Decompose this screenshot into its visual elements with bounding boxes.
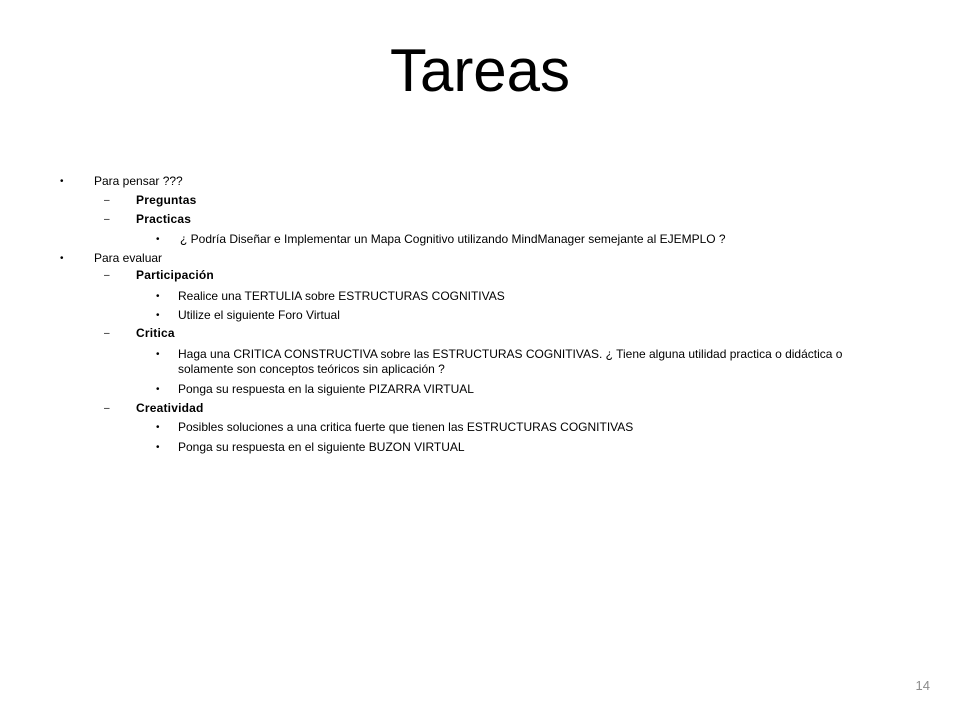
outline-text: Ponga su respuesta en el siguiente BUZON VIRTUAL bbox=[178, 440, 465, 454]
bullet-marker: • bbox=[156, 422, 160, 433]
dash-marker: – bbox=[104, 195, 110, 206]
outline-item-creatividad bbox=[104, 401, 204, 416]
bullet-marker: • bbox=[60, 253, 64, 264]
bullet-marker: • bbox=[156, 442, 160, 453]
outline-text: Participación bbox=[136, 268, 214, 282]
page-number: 14 bbox=[915, 678, 930, 693]
outline-item-para-pensar bbox=[60, 174, 183, 189]
outline-text: Para pensar ??? bbox=[94, 174, 183, 188]
outline-item-foro-virtual bbox=[156, 308, 340, 323]
outline-text: ¿ Podría Diseñar e Implementar un Mapa Cognitivo utilizando MindManager semejante al EJEMPLO ? bbox=[180, 232, 726, 246]
outline-text: Practicas bbox=[136, 212, 192, 226]
outline-item-practicas bbox=[104, 212, 191, 227]
bullet-marker: • bbox=[156, 384, 160, 395]
outline-text: Preguntas bbox=[136, 193, 197, 207]
bullet-marker: • bbox=[156, 310, 160, 321]
outline-text: Ponga su respuesta en la siguiente PIZARRA VIRTUAL bbox=[178, 382, 474, 396]
outline-item-pizarra-virtual bbox=[156, 382, 474, 397]
dash-marker: – bbox=[104, 214, 110, 225]
outline-item-critica bbox=[104, 326, 175, 341]
outline-item-critica-constructiva bbox=[156, 347, 876, 377]
outline-text: Critica bbox=[136, 326, 175, 340]
slide-title: Tareas bbox=[389, 37, 571, 104]
outline-item-participacion bbox=[104, 268, 214, 283]
bullet-marker: • bbox=[156, 349, 160, 360]
bullet-marker: • bbox=[156, 291, 160, 302]
outline-item-tertulia bbox=[156, 289, 505, 304]
bullet-marker: • bbox=[60, 176, 64, 187]
outline-text: Creatividad bbox=[136, 401, 204, 415]
dash-marker: – bbox=[104, 403, 110, 414]
bullet-marker: • bbox=[156, 234, 160, 245]
outline-text: Utilize el siguiente Foro Virtual bbox=[178, 308, 340, 322]
outline-item-buzon-virtual bbox=[156, 440, 465, 455]
outline-text: Posibles soluciones a una critica fuerte que tienen las ESTRUCTURAS COGNITIVAS bbox=[178, 420, 634, 434]
outline-text: Haga una CRITICA CONSTRUCTIVA sobre las ESTRUCTURAS COGNITIVAS. ¿ Tiene alguna utilidad practica o didáctica o solamente son conceptos teóricos sin aplicación ? bbox=[178, 347, 843, 376]
outline-item-posibles-soluciones bbox=[156, 420, 633, 435]
outline-text: Realice una TERTULIA sobre ESTRUCTURAS COGNITIVAS bbox=[178, 289, 505, 303]
dash-marker: – bbox=[104, 328, 110, 339]
outline-item-para-evaluar bbox=[60, 251, 162, 266]
outline-item-preguntas bbox=[104, 193, 196, 208]
outline-item-podria-disenar bbox=[156, 232, 726, 247]
outline-text: Para evaluar bbox=[94, 251, 163, 265]
dash-marker: – bbox=[104, 270, 110, 281]
